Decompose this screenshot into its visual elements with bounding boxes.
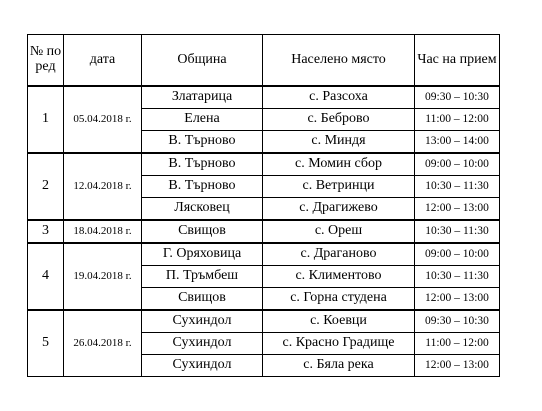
table-row <box>28 220 500 243</box>
municipality-cell: Сухиндол <box>142 310 263 333</box>
place-cell: с. Коевци <box>263 310 415 333</box>
table-header <box>28 35 500 87</box>
header-municipality: Община <box>142 35 263 87</box>
table-body <box>28 86 500 377</box>
place-cell: с. Ветринци <box>263 176 415 198</box>
time-cell: 12:00 – 13:00 <box>415 355 500 377</box>
row-number-cell: 2 <box>28 153 64 220</box>
time-cell: 09:00 – 10:00 <box>415 243 500 266</box>
place-cell: с. Беброво <box>263 109 415 131</box>
time-cell: 09:00 – 10:00 <box>415 153 500 176</box>
time-cell: 11:00 – 12:00 <box>415 109 500 131</box>
municipality-cell: Златарица <box>142 86 263 109</box>
municipality-cell: П. Тръмбеш <box>142 266 263 288</box>
municipality-cell: В. Търново <box>142 153 263 176</box>
time-cell: 10:30 – 11:30 <box>415 176 500 198</box>
municipality-cell: Елена <box>142 109 263 131</box>
municipality-cell: Г. Оряховица <box>142 243 263 266</box>
header-row <box>28 35 500 87</box>
municipality-cell: В. Търново <box>142 176 263 198</box>
place-cell: с. Момин сбор <box>263 153 415 176</box>
header-place: Населено място <box>263 35 415 87</box>
date-cell: 05.04.2018 г. <box>64 86 142 153</box>
municipality-cell: Сухиндол <box>142 333 263 355</box>
header-num: № по ред <box>28 35 64 87</box>
municipality-cell: Свищов <box>142 288 263 311</box>
date-cell: 18.04.2018 г. <box>64 220 142 243</box>
place-cell: с. Ореш <box>263 220 415 243</box>
time-cell: 11:00 – 12:00 <box>415 333 500 355</box>
row-number-cell: 3 <box>28 220 64 243</box>
table-row <box>28 243 500 266</box>
table-row <box>28 153 500 176</box>
time-cell: 10:30 – 11:30 <box>415 220 500 243</box>
header-date: дата <box>64 35 142 87</box>
time-cell: 09:30 – 10:30 <box>415 86 500 109</box>
municipality-cell: В. Търново <box>142 131 263 154</box>
municipality-cell: Сухиндол <box>142 355 263 377</box>
time-cell: 12:00 – 13:00 <box>415 198 500 221</box>
date-cell: 26.04.2018 г. <box>64 310 142 377</box>
place-cell: с. Бяла река <box>263 355 415 377</box>
place-cell: с. Драганово <box>263 243 415 266</box>
header-time: Час на прием <box>415 35 500 87</box>
place-cell: с. Разсоха <box>263 86 415 109</box>
date-cell: 12.04.2018 г. <box>64 153 142 220</box>
table-row <box>28 310 500 333</box>
place-cell: с. Миндя <box>263 131 415 154</box>
schedule-table <box>27 34 500 377</box>
table-row <box>28 86 500 109</box>
municipality-cell: Лясковец <box>142 198 263 221</box>
time-cell: 13:00 – 14:00 <box>415 131 500 154</box>
row-number-cell: 1 <box>28 86 64 153</box>
time-cell: 10:30 – 11:30 <box>415 266 500 288</box>
date-cell: 19.04.2018 г. <box>64 243 142 310</box>
time-cell: 09:30 – 10:30 <box>415 310 500 333</box>
time-cell: 12:00 – 13:00 <box>415 288 500 311</box>
place-cell: с. Климентово <box>263 266 415 288</box>
place-cell: с. Красно Градище <box>263 333 415 355</box>
place-cell: с. Драгижево <box>263 198 415 221</box>
row-number-cell: 4 <box>28 243 64 310</box>
row-number-cell: 5 <box>28 310 64 377</box>
municipality-cell: Свищов <box>142 220 263 243</box>
place-cell: с. Горна студена <box>263 288 415 311</box>
